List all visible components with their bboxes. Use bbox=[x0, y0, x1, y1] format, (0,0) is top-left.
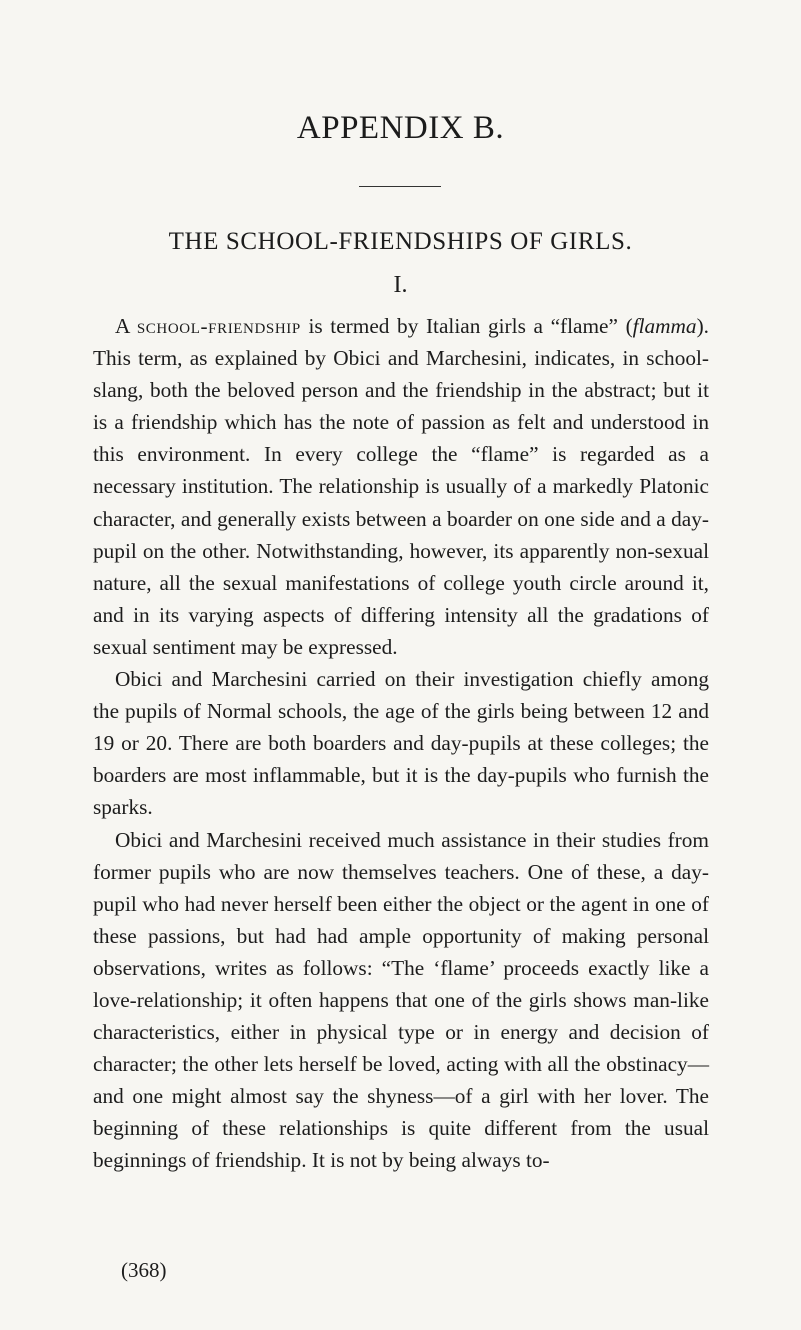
appendix-title: APPENDIX B. bbox=[296, 110, 505, 146]
paragraph-1-lead-letter: A bbox=[115, 314, 137, 338]
paragraph-1-text-b: ). This term, as explained by Obici and Marchesini, indicates, in school-slang, both the beloved person and the friendship in the abstract; but it is a friendship which has the note of passion as felt and understood in this environment. In every college the “flame” is regarded as a necessary institution. The relationship is usually of a markedly Platonic character, and generally exists between a boarder on one side and a day-pupil on the other. Notwithstanding, however, its apparently non-sexual nature, all the sexual manifestations of college youth circle around it, and in its varying aspects of differing intensity all the gradations of sexual sentiment may be expressed. bbox=[93, 314, 709, 659]
page-number: (368) bbox=[121, 1258, 167, 1282]
paragraph-3: Obici and Marchesini received much assistance in their studies from former pupils who are now themselves teachers. One of these, a day-pupil who had never herself been either the object or the agent in one of these passions, but had had ample opportunity of making personal observations, writes as follows: “The ‘flame’ proceeds exactly like a love-relationship; it often happens that one of the girls shows man-like characteristics, either in physical type or in energy and decision of character; the other lets herself be loved, acting with all the obstinacy—and one might almost say the shyness—of a girl with her lover. The beginning of these relationships is quite different from the usual beginnings of friendship. It is not by being always to- bbox=[93, 827, 709, 1173]
body-text bbox=[93, 310, 709, 1177]
paragraph-1-text-a: is termed by Italian girls a “flame” ( bbox=[300, 314, 633, 338]
section-title: THE SCHOOL-FRIENDSHIPS OF GIRLS. bbox=[168, 228, 633, 255]
paragraph-1-lead-smallcaps: school-friendship bbox=[136, 314, 301, 338]
section-number: I. bbox=[393, 272, 408, 298]
paragraph-1 bbox=[93, 310, 709, 663]
paragraph-2: Obici and Marchesini carried on their investigation chiefly among the pupils of Normal schools, the age of the girls being between 12 and 19 or 20. There are both boarders and day-pupils at these colleges; the boarders are most inflammable, but it is the day-pupils who furnish the sparks. bbox=[93, 667, 709, 820]
paragraph-1-italic-term: flamma bbox=[632, 314, 697, 338]
title-divider bbox=[359, 186, 441, 187]
